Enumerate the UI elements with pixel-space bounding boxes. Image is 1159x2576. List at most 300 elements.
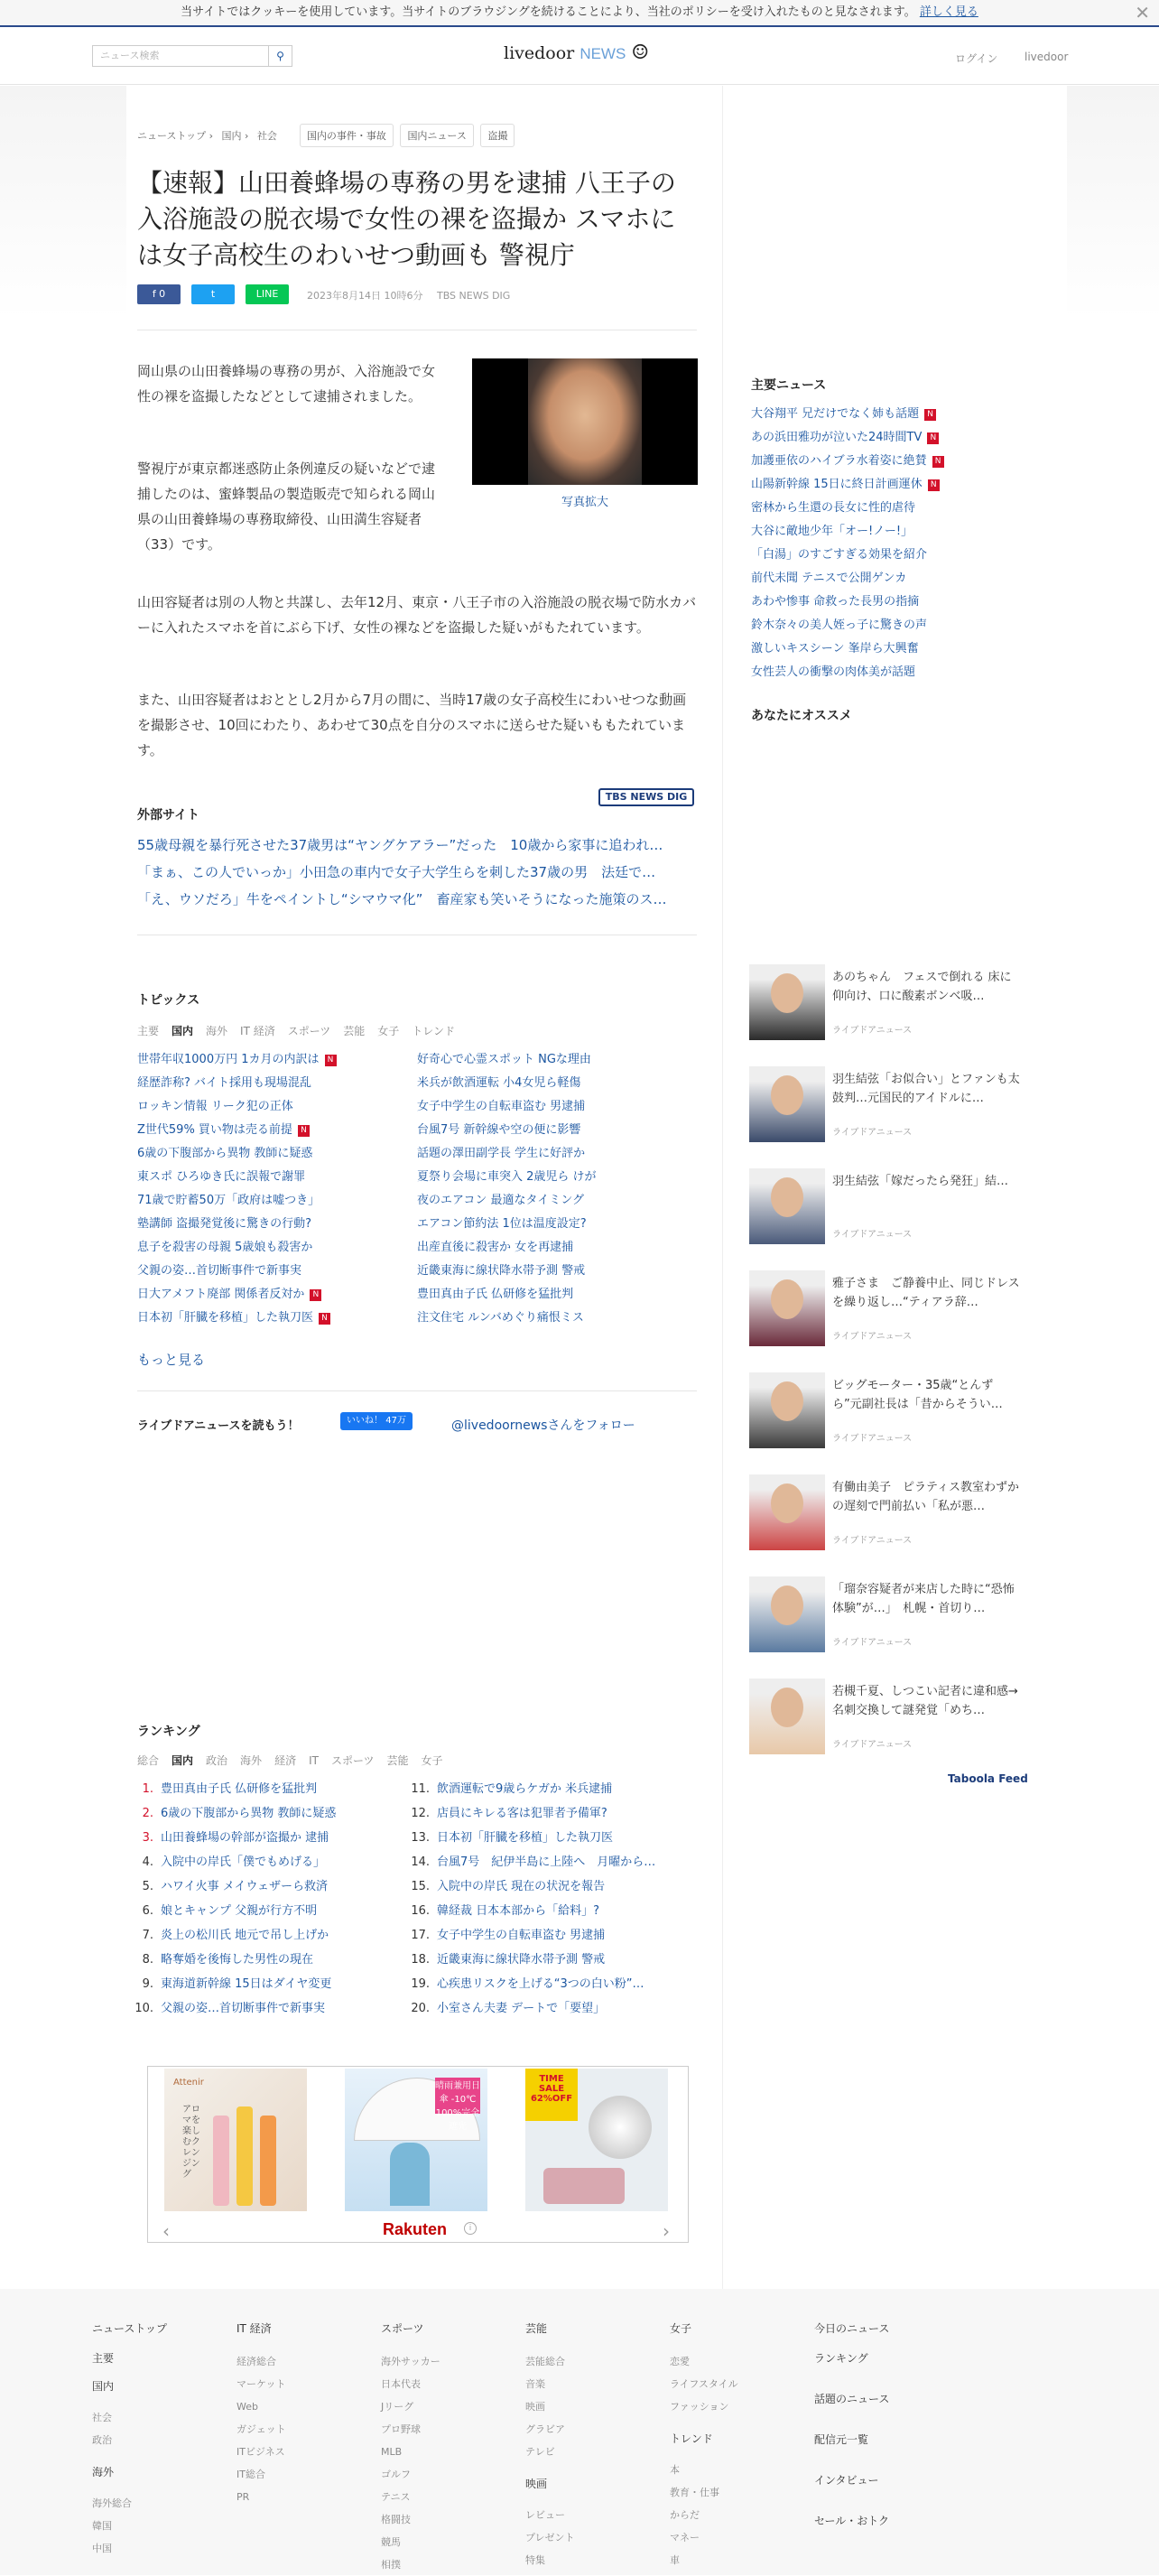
rank-number: 20. xyxy=(411,2002,430,2015)
footer-link[interactable]: トレンド xyxy=(670,2432,713,2445)
article-source: TBS NEWS DIG xyxy=(436,290,511,302)
new-badge: N xyxy=(932,456,944,468)
list-item-link[interactable]: 日本初「肝臓を移植」した執刀医 xyxy=(137,1311,314,1325)
list-item[interactable] xyxy=(137,1307,399,1330)
mascot-icon: ☺ xyxy=(631,42,650,64)
footer-link[interactable]: 経済総合 xyxy=(236,2356,276,2367)
list-item[interactable] xyxy=(751,497,1013,520)
line-share-button[interactable]: LINE xyxy=(246,284,289,304)
logo-text: livedoor xyxy=(504,43,575,63)
feed-thumbnail[interactable] xyxy=(749,1474,825,1550)
footer-link[interactable]: MLB xyxy=(381,2446,403,2458)
rank-number: 6. xyxy=(142,1904,153,1918)
tab-経済[interactable]: 経済 xyxy=(274,1754,297,1767)
tab-国内[interactable]: 国内 xyxy=(172,1754,194,1767)
tab-芸能[interactable]: 芸能 xyxy=(343,1025,366,1037)
footer-link[interactable]: 海外サッカー xyxy=(381,2356,440,2367)
ranking-link[interactable]: 炎上の松川氏 地元で吊し上げか xyxy=(161,1929,329,1942)
footer-link[interactable]: セール・おトク xyxy=(814,2515,890,2527)
breadcrumb-domestic[interactable]: 国内 xyxy=(221,130,242,142)
footer-link[interactable]: PR xyxy=(236,2491,250,2503)
list-item[interactable] xyxy=(417,1119,679,1142)
info-icon[interactable]: i xyxy=(464,2222,477,2235)
footer-link[interactable]: プロ野球 xyxy=(381,2423,421,2435)
tab-女子[interactable]: 女子 xyxy=(377,1025,400,1037)
ranking-link[interactable]: 父親の姿…首切断事件で新事実 xyxy=(161,2002,326,2015)
feed-item[interactable] xyxy=(749,1168,1020,1246)
ranking-item[interactable] xyxy=(408,1972,679,1996)
ranking-link[interactable]: 女子中学生の自転車盗む 男逮捕 xyxy=(437,1929,606,1942)
search-icon[interactable]: ⚲ xyxy=(269,45,292,67)
list-item-link[interactable]: 加護亜依のハイブラ水着姿に絶賛 xyxy=(751,454,927,468)
list-item[interactable] xyxy=(137,1166,399,1189)
more-link[interactable]: もっと見る xyxy=(137,1352,206,1368)
ranking-list-right xyxy=(408,1777,679,2021)
footer-link[interactable]: マネー xyxy=(670,2532,700,2543)
ranking-item[interactable] xyxy=(132,1972,403,1996)
list-item[interactable] xyxy=(417,1307,679,1330)
site-header xyxy=(0,29,1159,85)
tab-総合[interactable]: 総合 xyxy=(137,1754,160,1767)
list-item[interactable] xyxy=(417,1283,679,1307)
topics-list-right xyxy=(417,1048,679,1330)
tag-domestic-news[interactable]: 国内ニュース xyxy=(400,124,473,147)
ranking-link[interactable]: 韓経裁 日本本部から「給料」? xyxy=(437,1904,600,1918)
rank-number: 18. xyxy=(411,1953,430,1967)
external-link[interactable]: 「まぁ、この人でいっか」小田急の車内で女子大学生らを刺した37歳の男 法廷で… xyxy=(137,864,656,880)
ranking-item[interactable] xyxy=(408,1996,679,2021)
list-item-link[interactable]: 夜のエアコン 最適なタイミング xyxy=(417,1194,584,1207)
list-item[interactable] xyxy=(751,637,1013,661)
person-head xyxy=(771,1075,803,1115)
rakuten-logo[interactable]: Rakuten xyxy=(383,2220,448,2238)
list-item[interactable] xyxy=(137,1142,399,1166)
footer-link[interactable]: 海外 xyxy=(92,2466,115,2478)
ranking-link[interactable]: 心疾患リスクを上げる“3つの白い粉”… xyxy=(437,1977,644,1991)
rank-number: 13. xyxy=(411,1831,430,1845)
feed-source: ライブドアニュース xyxy=(832,1434,913,1444)
tab-IT 経済[interactable]: IT 経済 xyxy=(240,1025,275,1037)
list-item-link[interactable]: ロッキン情報 リーク犯の正体 xyxy=(137,1100,293,1113)
feed-title[interactable]: 「瑠奈容疑者が来店した時に“恐怖体験”が…」 札幌・首切り… xyxy=(832,1583,1015,1615)
feed-item[interactable] xyxy=(749,1474,1020,1552)
footer-link[interactable]: Jリーグ xyxy=(381,2401,414,2413)
article-title: 【速報】山田養蜂場の専務の男を逮捕 八王子の入浴施設の脱衣場で女性の裸を盗撮か スマホには女子高校生のわいせつ動画も 警視庁 xyxy=(137,168,676,270)
list-item[interactable] xyxy=(751,591,1013,614)
feed-title[interactable]: 雅子さま ご静養中止、同じドレスを繰り返し…“ティアラ辞… xyxy=(832,1277,1020,1309)
ranking-list-left xyxy=(132,1777,403,2021)
footer-link[interactable]: レビュー xyxy=(525,2509,565,2521)
list-item[interactable] xyxy=(137,1072,399,1095)
footer-link[interactable]: 教育・仕事 xyxy=(670,2487,719,2498)
footer-link[interactable]: 日本代表 xyxy=(381,2378,421,2390)
tbs-news-dig-logo[interactable]: TBS NEWS DIG xyxy=(598,788,694,806)
list-item[interactable] xyxy=(137,1048,399,1072)
list-item-link[interactable]: あわや惨事 命救った長男の指摘 xyxy=(751,595,920,609)
feed-thumbnail[interactable] xyxy=(749,1576,825,1652)
feed-thumbnail[interactable] xyxy=(749,1372,825,1448)
follow-label: ライブドアニュースを読もう！ xyxy=(137,1419,300,1433)
list-item-link[interactable]: 大谷に敵地少年「オー!ノー!」 xyxy=(751,525,913,538)
ranking-item[interactable] xyxy=(132,1899,403,1923)
twitter-follow-link[interactable]: @livedoornewsさんをフォロー xyxy=(451,1418,635,1433)
footer-link[interactable]: ゴルフ xyxy=(381,2469,411,2480)
ranking-item[interactable] xyxy=(132,1801,403,1826)
footer-heading[interactable]: スポーツ xyxy=(381,2322,424,2335)
suspect-photo xyxy=(528,358,642,485)
ranking-item[interactable] xyxy=(132,1777,403,1801)
list-item-link[interactable]: 鈴木奈々の美人姪っ子に驚きの声 xyxy=(751,618,928,632)
list-item[interactable] xyxy=(137,1119,399,1142)
list-item-link[interactable]: 出産直後に殺害か 女を再逮捕 xyxy=(417,1241,574,1254)
list-item[interactable] xyxy=(137,1236,399,1260)
ranking-link[interactable]: 豊田真由子氏 仏研修を猛批判 xyxy=(161,1782,318,1796)
logo-news: NEWS xyxy=(580,45,626,62)
footer-link[interactable]: 音楽 xyxy=(525,2378,545,2390)
ranking-item[interactable] xyxy=(132,1923,403,1948)
ranking-link[interactable]: 日本初「肝臓を移植」した執刀医 xyxy=(437,1831,614,1845)
ranking-item[interactable] xyxy=(408,1801,679,1826)
cookie-details-link[interactable]: 詳しく見る xyxy=(919,5,978,19)
ranking-link[interactable]: 近畿東海に線状降水帯予測 警戒 xyxy=(437,1953,606,1967)
feed-source: ライブドアニュース xyxy=(832,1740,913,1750)
breadcrumb: ニューストップ › 国内 › 社会 国内の事件・事故 国内ニュース 盗撮 xyxy=(137,124,515,147)
footer-link[interactable]: からだ xyxy=(670,2509,700,2521)
feed-title[interactable]: 羽生結弦「お似合い」とファンも太鼓判…元国民的アイドルに… xyxy=(832,1073,1020,1105)
new-badge: N xyxy=(927,432,939,444)
footer-heading[interactable]: IT 経済 xyxy=(236,2322,272,2335)
list-item-link[interactable]: 豊田真由子氏 仏研修を猛批判 xyxy=(417,1288,574,1301)
next-arrow-icon[interactable]: › xyxy=(663,2220,670,2242)
rank-number: 7. xyxy=(142,1929,153,1942)
footer-link[interactable]: 配信元一覧 xyxy=(814,2433,869,2446)
feed-thumbnail[interactable] xyxy=(749,1066,825,1142)
footer-link[interactable]: 本 xyxy=(670,2464,680,2476)
footer-link[interactable]: 相撲 xyxy=(381,2559,401,2571)
footer-column xyxy=(525,2320,575,2571)
ranking-heading: ランキング xyxy=(137,1725,200,1739)
footer-link[interactable]: ランキング xyxy=(814,2352,868,2365)
ranking-link[interactable]: ハワイ火事 メイウェザーら救済 xyxy=(161,1880,328,1893)
ranking-link[interactable]: 略奪婚を後悔した男性の現在 xyxy=(161,1953,314,1967)
list-item[interactable] xyxy=(417,1142,679,1166)
footer-heading[interactable]: 今日のニュース xyxy=(814,2322,890,2335)
person-head xyxy=(771,1688,803,1727)
list-item[interactable] xyxy=(137,1213,399,1236)
ranking-item[interactable] xyxy=(132,1874,403,1899)
list-item-link[interactable]: 71歳で貯蓄50万「政府は嘘つき」 xyxy=(137,1194,320,1207)
feed-item[interactable] xyxy=(749,1270,1020,1348)
list-item[interactable] xyxy=(137,1260,399,1283)
list-item[interactable] xyxy=(751,520,1013,544)
list-item[interactable] xyxy=(417,1189,679,1213)
tag-incident[interactable]: 国内の事件・事故 xyxy=(300,124,394,147)
feed-item[interactable] xyxy=(749,1679,1020,1756)
footer-link[interactable]: グラビア xyxy=(525,2423,565,2435)
list-item-link[interactable]: 経歴詐称? バイト採用も現場混乱 xyxy=(137,1076,312,1090)
list-item-link[interactable]: 日大アメフト廃部 関係者反対か xyxy=(137,1288,305,1301)
tab-主要[interactable]: 主要 xyxy=(137,1025,160,1037)
footer-heading[interactable]: 芸能 xyxy=(525,2322,548,2335)
footer-link[interactable]: 海外総合 xyxy=(92,2497,132,2509)
footer-link[interactable]: 韓国 xyxy=(92,2520,112,2532)
list-item[interactable] xyxy=(137,1189,399,1213)
article-paragraph: 警視庁が東京都迷惑防止条例違反の疑いなどで逮捕したのは、蜜蜂製品の製造販売で知られる岡山県の山田養蜂場の専務取締役、山田満生容疑者（33）です。 xyxy=(137,460,436,553)
footer-link[interactable]: 恋愛 xyxy=(670,2356,690,2367)
footer-link[interactable]: テニス xyxy=(381,2491,411,2503)
list-item-link[interactable]: 6歳の下腹部から異物 教師に疑惑 xyxy=(137,1147,313,1160)
ranking-item[interactable] xyxy=(408,1874,679,1899)
list-item-link[interactable]: 父親の姿…首切断事件で新事実 xyxy=(137,1264,302,1278)
tab-スポーツ[interactable]: スポーツ xyxy=(287,1025,331,1037)
list-item-link[interactable]: 前代未聞 テニスで公開ゲンカ xyxy=(751,572,907,585)
ad-item-cleansing[interactable]: Attenir アロマを楽しむクレンジング xyxy=(164,2069,307,2211)
list-item-link[interactable]: エアコン節約法 1位は温度設定? xyxy=(417,1217,587,1231)
feed-item[interactable] xyxy=(749,1576,1020,1654)
column-divider xyxy=(722,86,723,2289)
footer-link[interactable]: ガジェット xyxy=(236,2423,286,2435)
site-logo[interactable] xyxy=(504,42,649,64)
footer-link[interactable]: Web xyxy=(236,2401,258,2413)
background-right xyxy=(1067,86,1159,321)
feed-thumbnail[interactable] xyxy=(749,964,825,1040)
livedoor-link[interactable]: livedoor xyxy=(1025,51,1069,63)
topics-list-left xyxy=(137,1048,399,1330)
ad-text: TIME SALE 62%OFF xyxy=(525,2069,578,2121)
feed-source: ライブドアニュース xyxy=(832,1638,913,1648)
ranking-item[interactable] xyxy=(408,1948,679,1972)
list-item-link[interactable]: 台風7号 新幹線や空の便に影響 xyxy=(417,1123,581,1137)
footer-link[interactable]: IT総合 xyxy=(236,2469,265,2480)
tab-トレンド[interactable]: トレンド xyxy=(412,1025,455,1037)
rank-number: 5. xyxy=(142,1880,153,1893)
ranking-link[interactable]: 台風7号 紀伊半島に上陸へ 月曜から… xyxy=(437,1855,656,1869)
new-badge: N xyxy=(928,479,940,491)
rank-number: 12. xyxy=(411,1807,430,1820)
ranking-link[interactable]: 小室さん夫妻 デートで「要望」 xyxy=(437,2002,606,2015)
rank-number: 8. xyxy=(142,1953,153,1967)
feed-thumbnail[interactable] xyxy=(749,1679,825,1754)
breadcrumb-top[interactable]: ニューストップ xyxy=(137,130,207,142)
rank-number: 4. xyxy=(142,1855,153,1869)
list-item-link[interactable]: 好奇心で心霊スポット NGな理由 xyxy=(417,1053,591,1066)
list-item-link[interactable]: 東スポ ひろゆき氏に誤報で謝罪 xyxy=(137,1170,306,1184)
list-item[interactable] xyxy=(137,1095,399,1119)
article-paragraph: 岡山県の山田養蜂場の専務の男が、入浴施設で女性の裸を盗撮したなどとして逮捕されました。 xyxy=(137,363,436,405)
feed-title[interactable]: ビッグモーター・35歳“とんず ら”元副社長は「昔からそうい… xyxy=(832,1379,1003,1411)
footer-link[interactable]: 社会 xyxy=(92,2412,112,2423)
ad-text: 晴雨兼用日傘 -10℃ 100%完全遮光 xyxy=(435,2078,480,2114)
feed-item[interactable] xyxy=(749,1066,1020,1144)
list-item-link[interactable]: Z世代59% 買い物は売る前提 xyxy=(137,1123,292,1137)
list-item-link[interactable]: 山陽新幹線 15日に終日計画運休 xyxy=(751,478,923,491)
list-item-link[interactable]: 近畿東海に線状降水帯予測 警戒 xyxy=(417,1264,586,1278)
list-item-link[interactable]: 女子中学生の自転車盗む 男逮捕 xyxy=(417,1100,586,1113)
list-item-link[interactable]: 激しいキスシーン 峯岸ら大興奮 xyxy=(751,642,919,656)
recommend-heading: あなたにオススメ xyxy=(751,709,852,723)
feed-title[interactable]: 羽生結弦「嫁だったら発狂」結… xyxy=(832,1175,1009,1188)
footer-link[interactable]: 車 xyxy=(670,2554,680,2566)
list-item[interactable] xyxy=(751,450,1013,473)
footer-link[interactable]: インタビュー xyxy=(814,2474,879,2487)
ranking-link[interactable]: 飲酒運転で9歳らケガか 米兵逮捕 xyxy=(437,1782,613,1796)
list-item-link[interactable]: 密林から生還の長女に性的虐待 xyxy=(751,501,916,515)
list-item[interactable] xyxy=(417,1095,679,1119)
list-item-link[interactable]: 世帯年収1000万円 1カ月の内訳は xyxy=(137,1053,320,1066)
list-item[interactable] xyxy=(751,661,1013,684)
list-item-link[interactable]: 夏祭り会場に車突入 2歳児ら けが xyxy=(417,1170,597,1184)
external-link[interactable]: 「え、ウソだろ」牛をペイントし“シマウマ化” 畜産家も笑いそうになった施策のス… xyxy=(137,891,667,907)
tab-女子[interactable]: 女子 xyxy=(421,1754,443,1767)
footer-link[interactable]: マーケット xyxy=(236,2378,286,2390)
footer-link[interactable]: 話題のニュース xyxy=(814,2393,890,2405)
person-head xyxy=(771,1586,803,1625)
external-link[interactable]: 55歳母親を暴行死させた37歳男は“ヤングケアラー”だった 10歳から家事に追われ… xyxy=(137,837,663,853)
list-item-link[interactable]: 米兵が飲酒運転 小4女児ら軽傷 xyxy=(417,1076,581,1090)
list-item-link[interactable]: 「白湯」のすごすぎる効果を紹介 xyxy=(751,548,928,562)
ranking-link[interactable]: 娘とキャンプ 父親が行方不明 xyxy=(161,1904,318,1918)
feed-thumbnail[interactable] xyxy=(749,1270,825,1346)
tab-IT[interactable]: IT xyxy=(309,1754,319,1767)
footer-heading[interactable]: 女子 xyxy=(670,2322,692,2335)
twitter-share-button[interactable]: t xyxy=(191,284,235,304)
rank-number: 3. xyxy=(142,1831,153,1845)
tag-voyeur[interactable]: 盗撮 xyxy=(480,124,515,147)
list-item[interactable] xyxy=(751,426,1013,450)
ranking-item[interactable] xyxy=(408,1899,679,1923)
footer-link[interactable]: 映画 xyxy=(525,2401,545,2413)
login-link[interactable]: ログイン xyxy=(955,52,998,65)
breadcrumb-society[interactable]: 社会 xyxy=(256,130,277,142)
list-item[interactable] xyxy=(751,614,1013,637)
ranking-link[interactable]: 入院中の岸氏 現在の状況を報告 xyxy=(437,1880,606,1893)
tab-芸能[interactable]: 芸能 xyxy=(386,1754,409,1767)
list-item-link[interactable]: 大谷翔平 兄だけでなく姉も話題 xyxy=(751,407,920,421)
feed-title[interactable]: 若槻千夏、しつこい記者に違和感→名刺交換して謎発覚「めち… xyxy=(832,1685,1018,1717)
tab-スポーツ[interactable]: スポーツ xyxy=(330,1754,375,1767)
list-item[interactable] xyxy=(751,567,1013,591)
rank-number: 2. xyxy=(142,1807,153,1820)
taboola-feed-label[interactable]: Taboola Feed xyxy=(948,1772,1028,1785)
footer-link[interactable]: 国内 xyxy=(92,2380,115,2393)
feed-title[interactable]: 有働由美子 ピラティス教室わずかの遅刻で門前払い「私が悪… xyxy=(832,1481,1019,1513)
footer-link[interactable]: テレビ xyxy=(525,2446,555,2458)
person-head xyxy=(771,1483,803,1523)
photo-enlarge-link[interactable]: 写真拡大 xyxy=(561,496,608,509)
list-item[interactable] xyxy=(417,1213,679,1236)
footer-link[interactable]: 格闘技 xyxy=(381,2514,411,2525)
footer-link[interactable]: 政治 xyxy=(92,2434,112,2446)
footer-column xyxy=(670,2320,738,2571)
new-badge: N xyxy=(924,409,936,421)
ranking-item[interactable] xyxy=(408,1777,679,1801)
list-item[interactable] xyxy=(417,1048,679,1072)
main-news-list xyxy=(751,403,1013,684)
tab-海外[interactable]: 海外 xyxy=(240,1754,263,1767)
feed-source: ライブドアニュース xyxy=(832,1536,913,1546)
feed-source: ライブドアニュース xyxy=(832,1026,913,1036)
ranking-item[interactable] xyxy=(132,1996,403,2021)
article-photo[interactable] xyxy=(472,358,698,485)
rank-number: 19. xyxy=(411,1977,430,1991)
ranking-item[interactable] xyxy=(132,1826,403,1850)
ranking-item[interactable] xyxy=(132,1948,403,1972)
site-footer xyxy=(0,2289,1159,2575)
close-icon[interactable]: ✕ xyxy=(1135,2,1150,23)
list-item-link[interactable]: 話題の澤田副学長 学生に好評か xyxy=(417,1147,586,1160)
list-item[interactable] xyxy=(751,473,1013,497)
feed-item[interactable] xyxy=(749,964,1020,1042)
ranking-link[interactable]: 入院中の岸氏「僕でもめげる」 xyxy=(161,1855,326,1869)
feed-thumbnail[interactable] xyxy=(749,1168,825,1244)
list-item[interactable] xyxy=(751,403,1013,426)
footer-link[interactable]: ライフスタイル xyxy=(670,2378,738,2390)
ad-item-umbrella[interactable] xyxy=(345,2069,487,2211)
footer-link[interactable]: 映画 xyxy=(525,2478,548,2490)
person-head xyxy=(771,1279,803,1319)
search-input[interactable]: ニュース検索 xyxy=(92,45,269,67)
feed-item[interactable] xyxy=(749,1372,1020,1450)
ranking-tabs xyxy=(137,1753,456,1768)
list-item-link[interactable]: 注文住宅 ルンバめぐり痛恨ミス xyxy=(417,1311,584,1325)
tab-海外[interactable]: 海外 xyxy=(206,1025,228,1037)
ad-item-facial[interactable] xyxy=(525,2069,668,2211)
list-item-link[interactable]: あの浜田雅功が泣いた24時間TV xyxy=(751,431,923,444)
rakuten-ad[interactable] xyxy=(147,2066,689,2243)
ranking-link[interactable]: 店員にキレる客は犯罪者予備軍? xyxy=(437,1807,607,1820)
ranking-link[interactable]: 6歳の下腹部から異物 教師に疑惑 xyxy=(161,1807,337,1820)
footer-link[interactable]: ITビジネス xyxy=(236,2446,285,2458)
new-badge: N xyxy=(319,1313,330,1325)
list-item[interactable] xyxy=(417,1166,679,1189)
footer-link[interactable]: プレゼント xyxy=(525,2532,575,2543)
ranking-link[interactable]: 山田養蜂場の幹部が盗撮か 逮捕 xyxy=(161,1831,329,1845)
footer-link[interactable]: 特集 xyxy=(525,2554,545,2566)
footer-heading[interactable]: ニューストップ xyxy=(92,2322,168,2335)
ranking-link[interactable]: 東海道新幹線 15日はダイヤ変更 xyxy=(161,1977,332,1991)
feed-title[interactable]: あのちゃん フェスで倒れる 床に仰向け、口に酸素ボンベ吸… xyxy=(832,971,1012,1003)
list-item-link[interactable]: 女性芸人の衝撃の肉体美が話題 xyxy=(751,665,916,679)
rank-number: 9. xyxy=(142,1977,153,1991)
facebook-like-button[interactable]: いいね！ 47万 xyxy=(340,1412,413,1430)
list-item-link[interactable]: 塾講師 盗撮発覚後に驚きの行動? xyxy=(137,1217,312,1231)
ranking-item[interactable] xyxy=(132,1850,403,1874)
prev-arrow-icon[interactable]: ‹ xyxy=(162,2220,170,2242)
tab-国内[interactable]: 国内 xyxy=(172,1025,194,1037)
footer-link[interactable]: 競馬 xyxy=(381,2536,401,2548)
footer-link[interactable]: 主要 xyxy=(92,2352,115,2365)
article-paragraph: また、山田容疑者はおととし2月から7月の間に、当時17歳の女子高校生にわいせつな動画を撮影させ、10回にわたり、あわせて30点を自分のスマホに送らせた疑いももたれています。 xyxy=(137,692,687,758)
list-item-link[interactable]: 息子を殺害の母親 5歳娘も殺害か xyxy=(137,1241,313,1254)
ranking-item[interactable] xyxy=(408,1850,679,1874)
background-left xyxy=(0,86,126,321)
ranking-item[interactable] xyxy=(408,1826,679,1850)
list-item[interactable] xyxy=(417,1072,679,1095)
footer-link[interactable]: 中国 xyxy=(92,2543,112,2554)
footer-link[interactable]: 芸能総合 xyxy=(525,2356,565,2367)
tab-政治[interactable]: 政治 xyxy=(206,1754,228,1767)
list-item[interactable] xyxy=(751,544,1013,567)
rank-number: 15. xyxy=(411,1880,430,1893)
list-item[interactable] xyxy=(417,1236,679,1260)
feed-source: ライブドアニュース xyxy=(832,1230,913,1240)
facebook-share-button[interactable]: f 0 xyxy=(137,284,181,304)
list-item[interactable] xyxy=(417,1260,679,1283)
ranking-item[interactable] xyxy=(408,1923,679,1948)
footer-link[interactable]: ファッション xyxy=(670,2401,729,2413)
feed-source: ライブドアニュース xyxy=(832,1128,913,1138)
list-item[interactable] xyxy=(137,1283,399,1307)
